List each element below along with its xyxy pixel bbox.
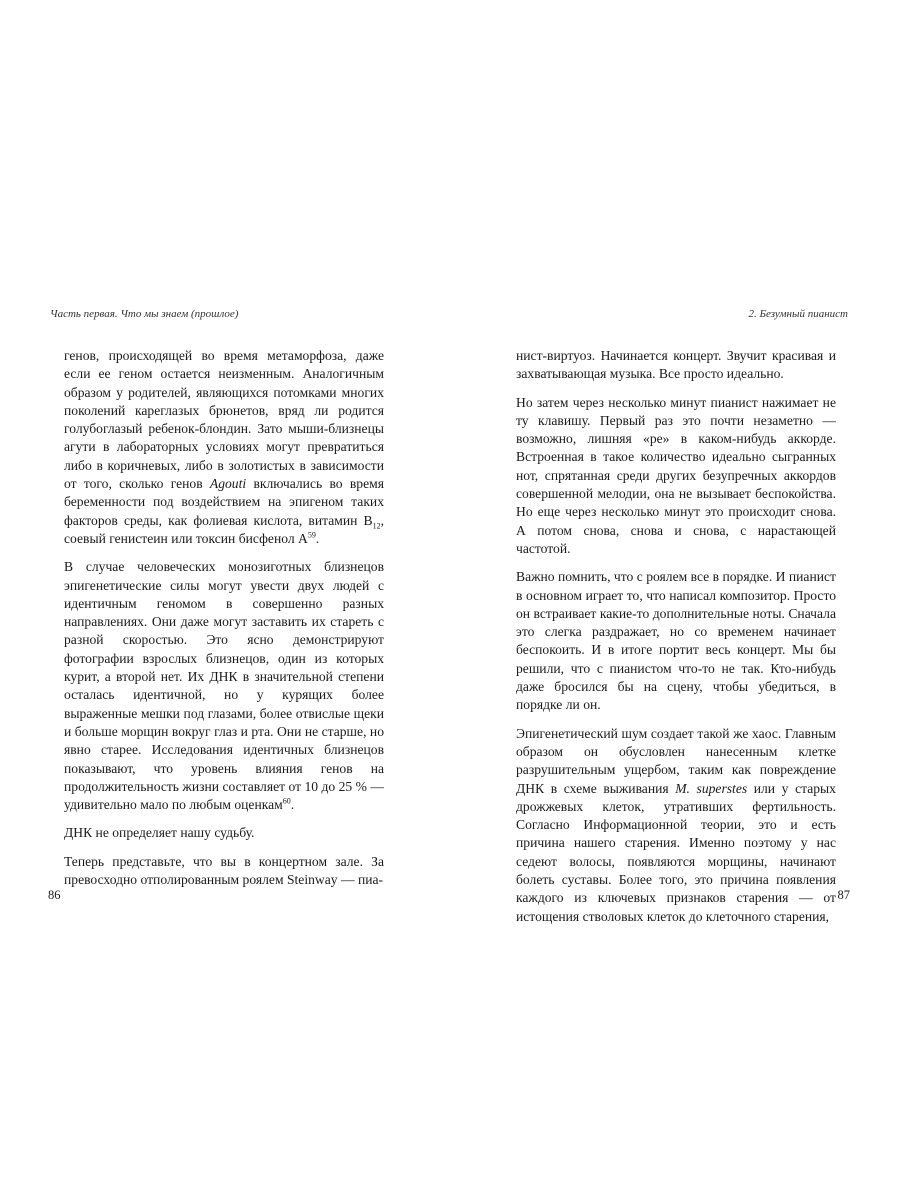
right-page-number: 87 bbox=[837, 888, 850, 902]
text-segment: , соевый генистеин или токсин бисфенол А bbox=[64, 512, 384, 546]
right-paragraph-2: Но затем через несколько минут пианист нажимает не ту клавишу. Первый раз это почти незаметно — возможно, лишняя «ре» в каком-нибудь аккорде. Встроенная в такое количество идеально сыгранных нот, спрятанная среди других безупречных аккордов совершенной мелодии, она не вызывает беспокойства. Но еще через несколько минут это происходит снова. А потом снова, снова и снова, с нарастающей частотой. bbox=[516, 394, 836, 556]
subscript: 12 bbox=[372, 521, 381, 531]
italic-species-name: M. superstes bbox=[675, 780, 748, 796]
footnote-ref-60[interactable]: 60 bbox=[282, 796, 291, 806]
right-running-head: 2. Безумный пианист bbox=[748, 308, 848, 320]
left-text-column bbox=[64, 347, 384, 899]
left-running-head: Часть первая. Что мы знаем (прошлое) bbox=[50, 308, 239, 320]
footnote-ref-59[interactable]: 59 bbox=[307, 530, 316, 540]
left-paragraph-4: Теперь представьте, что вы в концертном зале. За превосходно отполированным роялем Steinway — пиа- bbox=[64, 853, 384, 888]
right-paragraph-4 bbox=[516, 725, 836, 926]
text-segment: . bbox=[290, 797, 295, 813]
right-paragraph-1: нист-виртуоз. Начинается концерт. Звучит красивая и захватывающая музыка. Все просто идеально. bbox=[516, 348, 836, 382]
left-page-number: 86 bbox=[48, 888, 61, 902]
text-segment: В случае человеческих монозиготных близнецов эпигенетические силы могут увести двух людей с идентичным геномом в совершенно разных направлениях. Они даже могут заставить их стареть с разной скоростью. Это ясно демонстрируют фотографии взрослых близнецов, один из которых курит, а второй нет. Их ДНК в значительной степени осталась идентичной, но у курящих более выраженные мешки под глазами, более отвислые щеки и больше морщин вокруг глаз и рта. Они не старше, но явно старее. Исследования идентичных близнецов показывают, что уровень влияния генов на продолжительность жизни составляет от 10 до 25 % — удивительно мало по любым оценкам bbox=[64, 559, 384, 813]
right-paragraph-3: Важно помнить, что с роялем все в порядке. И пианист в основном играет то, что написал композитор. Просто он встраивает какие-то дополнительные ноты. Сначала это слегка раздражает, но со временем начинает беспокоить. И в итоге портит весь концерт. Мы бы решили, что с пианистом что-то не так. Кто-нибудь даже бросился бы на сцену, чтобы убедиться, в порядке ли он. bbox=[516, 569, 836, 713]
left-paragraph-2 bbox=[64, 558, 384, 814]
text-segment: . bbox=[315, 530, 320, 546]
text-segment: Эпигенетический шум создает такой же хаос. Главным образом он обусловлен нанесенным клетке разрушительным ущербом, таким как повреждение ДНК в схеме выживания bbox=[516, 725, 836, 796]
left-paragraph-3: ДНК не определяет нашу судьбу. bbox=[64, 825, 255, 841]
text-segment: или у старых дрожжевых клеток, утративших фертильность. Согласно Информационной теории, это и есть причина нашего старения. Именно поэтому у нас седеют волосы, появляются морщины, начинают болеть суставы. Более того, это причина появления каждого из ключевых признаков старения — от истощения стволовых клеток до клеточного старения, bbox=[516, 780, 836, 924]
left-paragraph-1 bbox=[64, 347, 384, 548]
italic-gene-name: Agouti bbox=[209, 476, 247, 492]
text-segment: включались во время беременности под воздействием на эпигеном таких факторов среды, как фолиевая кислота, витамин B bbox=[64, 476, 384, 528]
text-segment: генов, происходящей во время метаморфоза, даже если ее геном остается неизменным. Аналогичным образом у родителей, являющихся потомками многих поколений кареглазых брюнетов, вряд ли родится голубоглазый ребенок-блондин. Зато мыши-близнецы агути в лабораторных условиях могут превратиться либо в коричневых, либо в золотистых в зависимости от того, сколько генов bbox=[64, 348, 384, 492]
right-text-column bbox=[516, 347, 836, 936]
